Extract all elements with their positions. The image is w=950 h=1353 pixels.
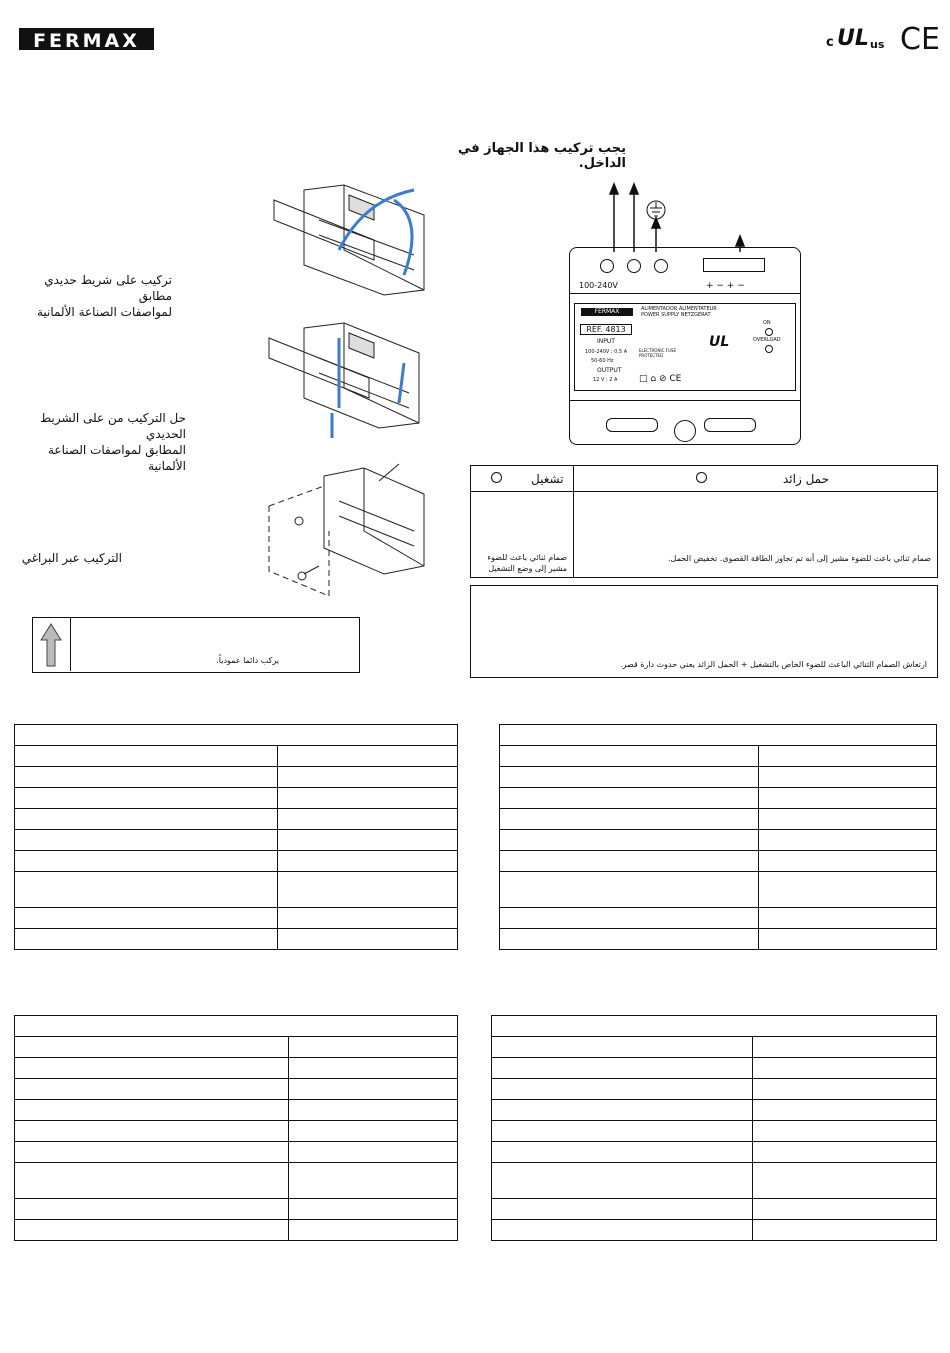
table-cell (278, 929, 458, 950)
table-cell (15, 872, 278, 908)
divider-top (570, 293, 800, 294)
divider-bottom (570, 400, 800, 401)
table-cell (500, 809, 759, 830)
table-cell (289, 1220, 458, 1241)
table-cell (289, 1121, 458, 1142)
spec-table-3 (14, 1015, 458, 1241)
din-mount-line1: تركيب على شريط حديدي مطابق (44, 273, 172, 303)
din-remove-illustration (264, 318, 434, 443)
table-cell (15, 929, 278, 950)
table-cell (500, 929, 759, 950)
overload-description: صمام ثنائي باعث للضوء مشير إلى أنه تم تجاوز الطاقة القصوى. تخفيض الحمل. (668, 554, 931, 563)
table-cell (15, 746, 278, 767)
table-cell (753, 1058, 937, 1079)
output-terminal-block (703, 258, 765, 272)
table-cell (289, 1058, 458, 1079)
table-cell (289, 1199, 458, 1220)
vertical-arrow-cell (33, 618, 71, 671)
input-label: INPUT (597, 338, 615, 345)
ref-number: REF. 4813 (580, 324, 632, 335)
table-cell (500, 908, 759, 929)
short-circuit-text: ارتعاش الصمام الثنائي الباعث للضوء الخاص بالتشغيل + الحمل الزائد يعني حدوث دارة قصر. (619, 660, 927, 669)
table-cell (753, 1142, 937, 1163)
table-cell (759, 851, 937, 872)
table-cell (278, 872, 458, 908)
on-desc-line1: صمام ثنائي باعث للضوء (487, 553, 567, 562)
input-frequency: 50-60 Hz (591, 358, 614, 364)
table-cell (753, 1100, 937, 1121)
screw-mount-caption: التركيب عبر البراغي (21, 551, 122, 565)
table-cell (753, 1079, 937, 1100)
table-cell (492, 1121, 753, 1142)
wiring-arrows (590, 182, 760, 252)
din-mount-illustration (264, 180, 434, 300)
spec-table-4-header (492, 1016, 937, 1037)
table-cell (500, 830, 759, 851)
spec-table-4 (491, 1015, 937, 1241)
table-cell (15, 1058, 289, 1079)
din-remove-line1: حل التركيب من على الشريط الحديدي (40, 411, 186, 441)
table-cell (289, 1037, 458, 1058)
table-cell (492, 1100, 753, 1121)
led-table-header-line (471, 491, 937, 492)
table-cell (492, 1058, 753, 1079)
fermax-logo: FERMAX (19, 28, 154, 50)
on-desc-line2: مشير إلى وضع التشغيل (488, 564, 567, 573)
table-cell (15, 1121, 289, 1142)
overload-header: حمل زائد (783, 472, 830, 486)
table-cell (278, 908, 458, 929)
table-cell (500, 746, 759, 767)
bottom-terminal-left (606, 418, 658, 432)
label-logo: FERMAX (581, 308, 633, 316)
table-cell (15, 809, 278, 830)
table-cell (759, 830, 937, 851)
table-cell (15, 767, 278, 788)
overload-led (765, 345, 773, 353)
table-cell (15, 851, 278, 872)
table-cell (15, 1163, 289, 1199)
table-cell (759, 788, 937, 809)
on-description (475, 552, 567, 574)
din-remove-caption (20, 410, 186, 474)
table-cell (15, 1199, 289, 1220)
table-cell (759, 809, 937, 830)
table-cell (753, 1121, 937, 1142)
table-cell (289, 1100, 458, 1121)
screw-mount-illustration (264, 456, 434, 601)
output-rating: 12 V ; 2 A (593, 377, 618, 383)
table-cell (753, 1163, 937, 1199)
spec-table-1-header (15, 725, 458, 746)
overload-led-icon (696, 472, 707, 483)
table-cell (759, 872, 937, 908)
table-cell (492, 1163, 753, 1199)
up-arrow-icon (33, 618, 70, 671)
table-cell (289, 1079, 458, 1100)
din-remove-line2: المطابق لمواصفات الصناعة الألمانية (47, 443, 186, 473)
table-cell (278, 809, 458, 830)
table-cell (15, 788, 278, 809)
input-terminals (600, 258, 668, 277)
table-cell (492, 1199, 753, 1220)
table-cell (759, 767, 937, 788)
short-circuit-box (470, 585, 938, 678)
label-ul-mark: UL (709, 334, 730, 350)
bottom-hole (674, 420, 696, 442)
table-cell (500, 767, 759, 788)
input-voltage-label: 100-240V (579, 281, 618, 290)
table-cell (753, 1199, 937, 1220)
indoor-warning: يجب تركيب هذا الجهاز في الداخل. (457, 141, 626, 171)
on-led-label: ON (763, 320, 771, 326)
product-label (574, 303, 796, 391)
on-led-icon (491, 472, 502, 483)
power-supply-device (569, 247, 801, 445)
table-cell (759, 908, 937, 929)
spec-table-3-header (15, 1016, 458, 1037)
table-cell (759, 929, 937, 950)
table-cell (15, 1100, 289, 1121)
table-cell (278, 851, 458, 872)
table-cell (500, 851, 759, 872)
table-cell (753, 1220, 937, 1241)
table-cell (492, 1079, 753, 1100)
label-title2: POWER SUPPLY NETZGERAT (641, 312, 711, 318)
table-cell (15, 908, 278, 929)
spec-table-2-header (500, 725, 937, 746)
cul-c-mark: c (826, 35, 834, 50)
table-cell (15, 1142, 289, 1163)
spec-table-2 (499, 724, 937, 950)
table-cell (492, 1142, 753, 1163)
table-cell (15, 1220, 289, 1241)
table-cell (759, 746, 937, 767)
table-cell (278, 746, 458, 767)
table-cell (500, 872, 759, 908)
vertical-note-text: يركب دائما عمودياً. (216, 656, 279, 665)
fuse-text: ELECTRONIC FUSE PROTECTED (639, 348, 676, 358)
din-mount-line2: لمواصفات الصناعة الألمانية (36, 305, 172, 319)
overload-led-label: OVERLOAD (753, 337, 781, 343)
table-cell (289, 1142, 458, 1163)
table-cell (753, 1037, 937, 1058)
din-mount-caption (20, 272, 172, 320)
output-label: OUTPUT (597, 367, 622, 374)
label-title1: ALIMENTADOR ALIMENTATEUR (641, 306, 717, 312)
spec-table-1 (14, 724, 458, 950)
vertical-mount-note (32, 617, 360, 673)
table-cell (278, 830, 458, 851)
table-cell (15, 830, 278, 851)
table-cell (492, 1220, 753, 1241)
ul-mark: UL (837, 26, 869, 51)
table-cell (500, 788, 759, 809)
table-cell (278, 767, 458, 788)
label-symbols: □ ⌂ ⊘ CE (639, 374, 682, 384)
input-rating: 100-240V ; 0,5 A (585, 349, 628, 355)
on-header: تشغيل (531, 472, 564, 486)
on-led (765, 328, 773, 336)
table-cell (15, 1079, 289, 1100)
led-status-table (470, 465, 938, 578)
cul-us-mark: us (870, 38, 885, 51)
bottom-terminal-right (704, 418, 756, 432)
ce-mark: CE (900, 22, 940, 57)
output-terminal-labels: + − + − (706, 281, 745, 291)
table-cell (15, 1037, 289, 1058)
table-cell (289, 1163, 458, 1199)
table-cell (278, 788, 458, 809)
table-cell (492, 1037, 753, 1058)
